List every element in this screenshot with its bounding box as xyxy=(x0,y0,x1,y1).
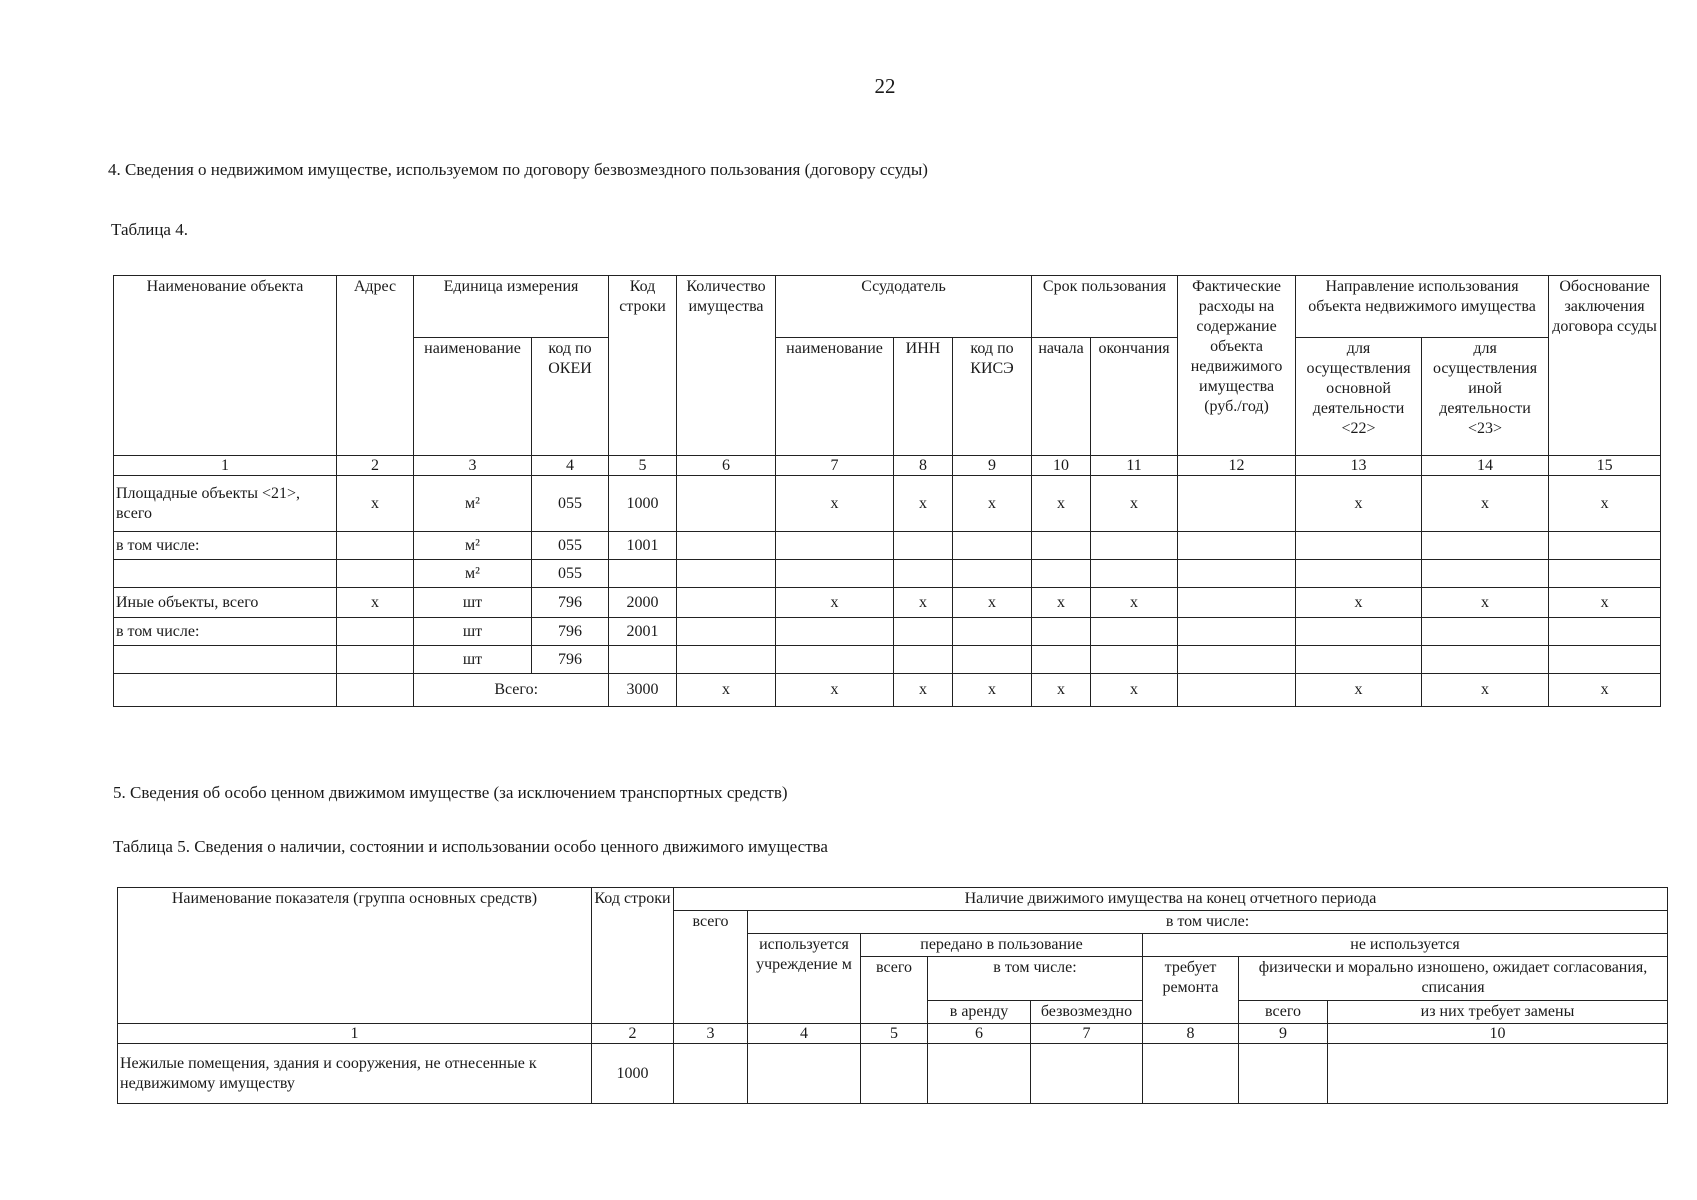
table-cell xyxy=(1091,646,1178,674)
column-number: 3 xyxy=(674,1024,748,1044)
t4-header-unit-code: код по ОКЕИ xyxy=(532,338,609,456)
t4-header-usage-main: для осуществления основной деятельности <22> xyxy=(1296,338,1422,456)
column-number: 3 xyxy=(414,456,532,476)
t4-header-unit-name: наименование xyxy=(414,338,532,456)
column-number: 14 xyxy=(1422,456,1549,476)
table-cell: шт xyxy=(414,618,532,646)
table-cell xyxy=(1178,476,1296,532)
column-number: 6 xyxy=(677,456,776,476)
t4-header-name: Наименование объекта xyxy=(114,276,337,456)
table-4-body xyxy=(114,476,1661,674)
t5-header-not-used: не используется xyxy=(1143,934,1668,957)
t4-total-cell: x xyxy=(677,674,776,707)
table-row xyxy=(114,560,1661,588)
column-number: 7 xyxy=(1031,1024,1143,1044)
t4-total-cell: x xyxy=(776,674,894,707)
table-cell: 2000 xyxy=(609,588,677,618)
table-cell: 796 xyxy=(532,646,609,674)
table-5 xyxy=(117,887,1668,1104)
table-cell xyxy=(894,646,953,674)
table-cell xyxy=(1328,1044,1668,1104)
table-cell xyxy=(677,646,776,674)
table-row xyxy=(114,618,1661,646)
column-number: 7 xyxy=(776,456,894,476)
column-number: 11 xyxy=(1091,456,1178,476)
table-4-total-row xyxy=(114,674,1661,707)
t4-header-basis: Обоснование заключения договора ссуды xyxy=(1549,276,1661,456)
table-cell xyxy=(1032,618,1091,646)
t5-header-line-code: Код строки xyxy=(592,888,674,1024)
section-5-heading: 5. Сведения об особо ценном движимом имуществе (за исключением транспортных средств) xyxy=(113,783,788,802)
table-cell xyxy=(953,618,1032,646)
t4-header-unit: Единица измерения xyxy=(414,276,609,338)
column-number: 8 xyxy=(894,456,953,476)
t4-header-usage: Направление использования объекта недвижимого имущества xyxy=(1296,276,1549,338)
table-cell: в том числе: xyxy=(114,618,337,646)
table-cell: шт xyxy=(414,588,532,618)
table-cell xyxy=(894,618,953,646)
table-cell: 055 xyxy=(532,560,609,588)
table-cell: 2001 xyxy=(609,618,677,646)
table-cell xyxy=(1178,646,1296,674)
table-cell xyxy=(894,532,953,560)
table-cell: Нежилые помещения, здания и сооружения, не отнесенные к недвижимому имуществу xyxy=(118,1044,592,1104)
table-cell: x xyxy=(1032,476,1091,532)
table-cell xyxy=(114,560,337,588)
table-cell xyxy=(1091,560,1178,588)
table-cell xyxy=(677,560,776,588)
t4-total-cell: x xyxy=(1549,674,1661,707)
table-row xyxy=(114,646,1661,674)
table-cell xyxy=(1091,532,1178,560)
table-row xyxy=(118,1044,1668,1104)
column-number: 4 xyxy=(532,456,609,476)
table-cell xyxy=(928,1044,1031,1104)
table-cell xyxy=(953,532,1032,560)
t4-total-line-code: 3000 xyxy=(609,674,677,707)
table-cell xyxy=(677,476,776,532)
table-cell: x xyxy=(1549,476,1661,532)
table-cell: x xyxy=(337,588,414,618)
table-row xyxy=(114,588,1661,618)
table-cell xyxy=(748,1044,861,1104)
column-number: 1 xyxy=(118,1024,592,1044)
column-number: 10 xyxy=(1032,456,1091,476)
t4-header-address: Адрес xyxy=(337,276,414,456)
column-number: 5 xyxy=(861,1024,928,1044)
column-number: 1 xyxy=(114,456,337,476)
table-cell: x xyxy=(1422,476,1549,532)
table-cell: x xyxy=(953,476,1032,532)
table-cell xyxy=(1091,618,1178,646)
table-cell: Площадные объекты <21>, всего xyxy=(114,476,337,532)
table-cell xyxy=(776,560,894,588)
table-cell xyxy=(1422,560,1549,588)
table-cell: x xyxy=(1032,588,1091,618)
table-cell xyxy=(1422,646,1549,674)
table-cell xyxy=(953,646,1032,674)
t4-header-kise: код по КИСЭ xyxy=(953,338,1032,456)
table-row xyxy=(114,476,1661,532)
table-cell: 1000 xyxy=(592,1044,674,1104)
t4-header-line-code: Код строки xyxy=(609,276,677,456)
t4-header-term: Срок пользования xyxy=(1032,276,1178,338)
t4-total-cell xyxy=(1178,674,1296,707)
table-cell xyxy=(1032,560,1091,588)
t5-header-transferred-total: всего xyxy=(861,957,928,1024)
table-cell xyxy=(609,646,677,674)
table-cell xyxy=(337,618,414,646)
table-cell xyxy=(1296,646,1422,674)
table-cell: 1000 xyxy=(609,476,677,532)
table-cell: 796 xyxy=(532,618,609,646)
t5-header-including: в том числе: xyxy=(748,911,1668,934)
table-5-body xyxy=(118,1044,1668,1104)
t4-total-cell: x xyxy=(1422,674,1549,707)
table-cell xyxy=(337,646,414,674)
column-number: 9 xyxy=(953,456,1032,476)
table-cell xyxy=(1032,532,1091,560)
table-cell: x xyxy=(776,588,894,618)
t5-header-rent: в аренду xyxy=(928,1001,1031,1024)
column-number: 2 xyxy=(592,1024,674,1044)
table-cell xyxy=(1178,532,1296,560)
table-cell xyxy=(861,1044,928,1104)
t4-total-cell: x xyxy=(1032,674,1091,707)
table-cell xyxy=(1143,1044,1239,1104)
table-4-header-row-1 xyxy=(114,276,1661,338)
table-cell xyxy=(1296,532,1422,560)
table-cell xyxy=(674,1044,748,1104)
table-cell xyxy=(677,532,776,560)
table-4-column-numbers xyxy=(114,456,1661,476)
table-cell: 1001 xyxy=(609,532,677,560)
table-cell: 796 xyxy=(532,588,609,618)
table-cell xyxy=(1032,646,1091,674)
t5-header-free: безвозмездно xyxy=(1031,1001,1143,1024)
table-cell xyxy=(894,560,953,588)
table-cell: Иные объекты, всего xyxy=(114,588,337,618)
table-cell xyxy=(1178,560,1296,588)
table-cell: 055 xyxy=(532,532,609,560)
t4-header-term-start: начала xyxy=(1032,338,1091,456)
table-cell xyxy=(1549,618,1661,646)
table-cell xyxy=(776,618,894,646)
table-cell xyxy=(677,588,776,618)
t4-total-cell: x xyxy=(1296,674,1422,707)
table-cell: м² xyxy=(414,532,532,560)
table-cell xyxy=(776,532,894,560)
t5-header-used-by: используется учреждение м xyxy=(748,934,861,1024)
table-cell xyxy=(1031,1044,1143,1104)
t5-header-transferred: передано в пользование xyxy=(861,934,1143,957)
t5-header-needs-replacement: из них требует замены xyxy=(1328,1001,1668,1024)
table-cell: x xyxy=(1091,588,1178,618)
table-5-header-row-1 xyxy=(118,888,1668,911)
t5-header-total: всего xyxy=(674,911,748,1024)
table-cell xyxy=(1549,646,1661,674)
table-4-caption: Таблица 4. xyxy=(111,220,188,239)
column-number: 2 xyxy=(337,456,414,476)
table-cell xyxy=(1239,1044,1328,1104)
t4-total-label: Всего: xyxy=(414,674,609,707)
table-cell: шт xyxy=(414,646,532,674)
t5-header-worn-total: всего xyxy=(1239,1001,1328,1024)
column-number: 12 xyxy=(1178,456,1296,476)
table-cell: x xyxy=(894,588,953,618)
column-number: 6 xyxy=(928,1024,1031,1044)
table-cell xyxy=(1178,618,1296,646)
table-cell xyxy=(1549,532,1661,560)
t4-header-expenses: Фактические расходы на содержание объекта недвижимого имущества (руб./год) xyxy=(1178,276,1296,456)
column-number: 5 xyxy=(609,456,677,476)
t5-header-transferred-including: в том числе: xyxy=(928,957,1143,1001)
column-number: 15 xyxy=(1549,456,1661,476)
table-cell: x xyxy=(776,476,894,532)
table-cell xyxy=(1178,588,1296,618)
table-cell xyxy=(776,646,894,674)
t4-header-lender: Ссудодатель xyxy=(776,276,1032,338)
t4-total-cell: x xyxy=(953,674,1032,707)
page-number: 22 xyxy=(874,74,896,98)
column-number: 13 xyxy=(1296,456,1422,476)
t4-header-term-end: окончания xyxy=(1091,338,1178,456)
table-cell xyxy=(1422,618,1549,646)
table-cell xyxy=(114,646,337,674)
table-5-caption: Таблица 5. Сведения о наличии, состоянии и использовании особо ценного движимого имущества xyxy=(113,837,828,856)
t5-header-availability: Наличие движимого имущества на конец отчетного периода xyxy=(674,888,1668,911)
table-cell: м² xyxy=(414,560,532,588)
table-cell: x xyxy=(1549,588,1661,618)
table-cell: x xyxy=(1091,476,1178,532)
section-4-heading: 4. Сведения о недвижимом имуществе, используемом по договору безвозмездного пользования (договору ссуды) xyxy=(108,160,928,179)
table-cell xyxy=(953,560,1032,588)
t4-header-usage-other: для осуществления иной деятельности <23> xyxy=(1422,338,1549,456)
table-cell: x xyxy=(337,476,414,532)
t5-header-name: Наименование показателя (группа основных средств) xyxy=(118,888,592,1024)
t5-header-needs-repair: требует ремонта xyxy=(1143,957,1239,1024)
table-cell: x xyxy=(1296,476,1422,532)
table-cell: 055 xyxy=(532,476,609,532)
table-cell xyxy=(337,560,414,588)
column-number: 8 xyxy=(1143,1024,1239,1044)
table-cell: м² xyxy=(414,476,532,532)
t4-total-cell: x xyxy=(894,674,953,707)
table-cell xyxy=(1296,618,1422,646)
t4-header-inn: ИНН xyxy=(894,338,953,456)
table-cell: x xyxy=(953,588,1032,618)
table-cell xyxy=(1549,560,1661,588)
table-cell: в том числе: xyxy=(114,532,337,560)
t4-total-cell: x xyxy=(1091,674,1178,707)
table-cell: x xyxy=(1422,588,1549,618)
t4-header-lender-name: наименование xyxy=(776,338,894,456)
column-number: 10 xyxy=(1328,1024,1668,1044)
table-cell: x xyxy=(894,476,953,532)
t4-header-quantity: Количество имущества xyxy=(677,276,776,456)
table-cell xyxy=(677,618,776,646)
table-4 xyxy=(113,275,1661,707)
table-5-column-numbers xyxy=(118,1024,1668,1044)
column-number: 9 xyxy=(1239,1024,1328,1044)
table-row xyxy=(114,532,1661,560)
t5-header-worn-out: физически и морально изношено, ожидает согласования, списания xyxy=(1239,957,1668,1001)
table-cell xyxy=(1296,560,1422,588)
table-cell xyxy=(337,532,414,560)
table-cell xyxy=(1422,532,1549,560)
column-number: 4 xyxy=(748,1024,861,1044)
table-cell xyxy=(609,560,677,588)
table-cell: x xyxy=(1296,588,1422,618)
